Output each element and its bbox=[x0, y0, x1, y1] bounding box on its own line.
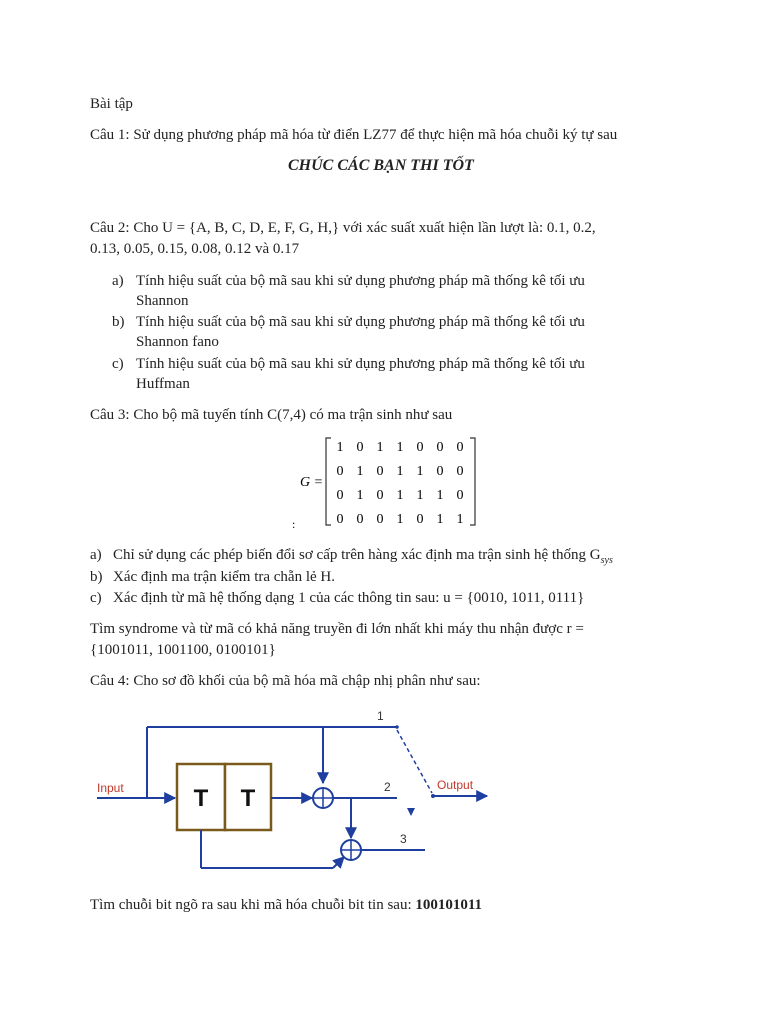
q3-item-b: Xác định ma trận kiểm tra chẵn lẻ H. bbox=[113, 569, 335, 585]
matrix-label: G = bbox=[300, 475, 324, 490]
matrix-cell: 1 bbox=[436, 512, 444, 527]
question-2-line1: Câu 2: Cho U = {A, B, C, D, E, F, G, H,} với xác suất xuất hiện lần lượt là: 0.1, 0.2, bbox=[90, 220, 596, 236]
matrix-cell: 0 bbox=[376, 512, 384, 527]
matrix-cell: 1 bbox=[436, 488, 444, 503]
matrix-cell: 0 bbox=[456, 488, 464, 503]
q3-item-c: Xác định từ mã hệ thống dạng 1 của các thông tin sau: u = {0010, 1011, 0111} bbox=[113, 590, 585, 606]
matrix-cells bbox=[337, 440, 464, 527]
q3-item-a-text: Chỉ sử dụng các phép biến đổi sơ cấp trên hàng xác định ma trận sinh hệ thống G bbox=[113, 547, 601, 563]
convolutional-encoder-diagram bbox=[95, 700, 495, 880]
q3-item-b-marker: b) bbox=[90, 569, 103, 585]
matrix-cell: 0 bbox=[416, 440, 424, 455]
q3-item-c-marker: c) bbox=[90, 590, 102, 606]
matrix-cell: 1 bbox=[396, 464, 404, 479]
matrix-cell: 1 bbox=[416, 464, 424, 479]
commutator-pointer bbox=[407, 808, 415, 816]
matrix-cell: 1 bbox=[416, 488, 424, 503]
input-label: Input bbox=[97, 781, 124, 795]
matrix-cell: 1 bbox=[396, 440, 404, 455]
syndrome-line2: {1001011, 1001100, 0100101} bbox=[90, 642, 276, 658]
question-1: Câu 1: Sử dụng phương pháp mã hóa từ điển LZ77 để thực hiện mã hóa chuỗi ký tự sau bbox=[90, 127, 618, 143]
stray-mark: : bbox=[292, 517, 296, 531]
matrix-cell: 0 bbox=[436, 464, 444, 479]
q2-item-b-marker: b) bbox=[112, 314, 125, 330]
q2-item-a-line2: Shannon bbox=[136, 293, 189, 309]
q2-item-c-line1: Tính hiệu suất của bộ mã sau khi sử dụng phương pháp mã thống kê tối ưu bbox=[136, 356, 585, 372]
matrix-right-bracket bbox=[470, 438, 475, 525]
matrix-cell: 1 bbox=[396, 488, 404, 503]
q2-item-c-marker: c) bbox=[112, 356, 124, 372]
output-3-label: 3 bbox=[400, 832, 407, 846]
matrix-cell: 0 bbox=[456, 464, 464, 479]
matrix-left-bracket bbox=[326, 438, 331, 525]
doc-title: Bài tập bbox=[90, 96, 133, 112]
syndrome-line1: Tìm syndrome và từ mã có khả năng truyền đi lớn nhất khi máy thu nhận được r = bbox=[90, 621, 584, 637]
q2-item-b-line1: Tính hiệu suất của bộ mã sau khi sử dụng phương pháp mã thống kê tối ưu bbox=[136, 314, 585, 330]
q3-item-a-sub: sys bbox=[600, 555, 613, 566]
matrix-cell: 1 bbox=[396, 512, 404, 527]
matrix-cell: 0 bbox=[416, 512, 424, 527]
matrix-cell: 0 bbox=[456, 440, 464, 455]
output-2-label: 2 bbox=[384, 780, 391, 794]
matrix-cell: 1 bbox=[356, 488, 364, 503]
wish-text: CHÚC CÁC BẠN THI TỐT bbox=[288, 157, 474, 174]
matrix-cell: 1 bbox=[376, 440, 384, 455]
output-label: Output bbox=[437, 778, 474, 792]
matrix-cell: 0 bbox=[336, 464, 344, 479]
matrix-cell: 0 bbox=[356, 512, 364, 527]
matrix-cell: 1 bbox=[336, 440, 344, 455]
q2-item-c-line2: Huffman bbox=[136, 376, 190, 392]
message-bits: 100101011 bbox=[415, 897, 483, 913]
matrix-cell: 0 bbox=[376, 488, 384, 503]
q2-item-a-marker: a) bbox=[112, 273, 124, 289]
final-question bbox=[90, 895, 482, 915]
q2-item-b-line2: Shannon fano bbox=[136, 334, 219, 350]
generator-matrix bbox=[292, 433, 480, 533]
matrix-cell: 1 bbox=[356, 464, 364, 479]
q2-item-a-line1: Tính hiệu suất của bộ mã sau khi sử dụng phương pháp mã thống kê tối ưu bbox=[136, 273, 585, 289]
register-1-label: T bbox=[193, 785, 209, 812]
question-4-intro: Câu 4: Cho sơ đồ khối của bộ mã hóa mã chập nhị phân như sau: bbox=[90, 673, 481, 689]
register-2-label: T bbox=[240, 785, 256, 812]
matrix-cell: 0 bbox=[376, 464, 384, 479]
q3-item-a-marker: a) bbox=[90, 547, 102, 563]
matrix-cell: 0 bbox=[356, 440, 364, 455]
output-1-label: 1 bbox=[377, 709, 384, 723]
matrix-cell: 0 bbox=[436, 440, 444, 455]
bottom-to-adder2-wire bbox=[333, 857, 344, 868]
final-question-text: Tìm chuỗi bit ngõ ra sau khi mã hóa chuỗi bit tin sau: bbox=[90, 897, 412, 913]
question-3-intro: Câu 3: Cho bộ mã tuyến tính C(7,4) có ma trận sinh như sau bbox=[90, 407, 453, 423]
commutator-switch bbox=[397, 730, 432, 793]
matrix-cell: 0 bbox=[336, 512, 344, 527]
matrix-cell: 1 bbox=[456, 512, 464, 527]
question-2-line2: 0.13, 0.05, 0.15, 0.08, 0.12 và 0.17 bbox=[90, 241, 300, 257]
matrix-cell: 0 bbox=[336, 488, 344, 503]
